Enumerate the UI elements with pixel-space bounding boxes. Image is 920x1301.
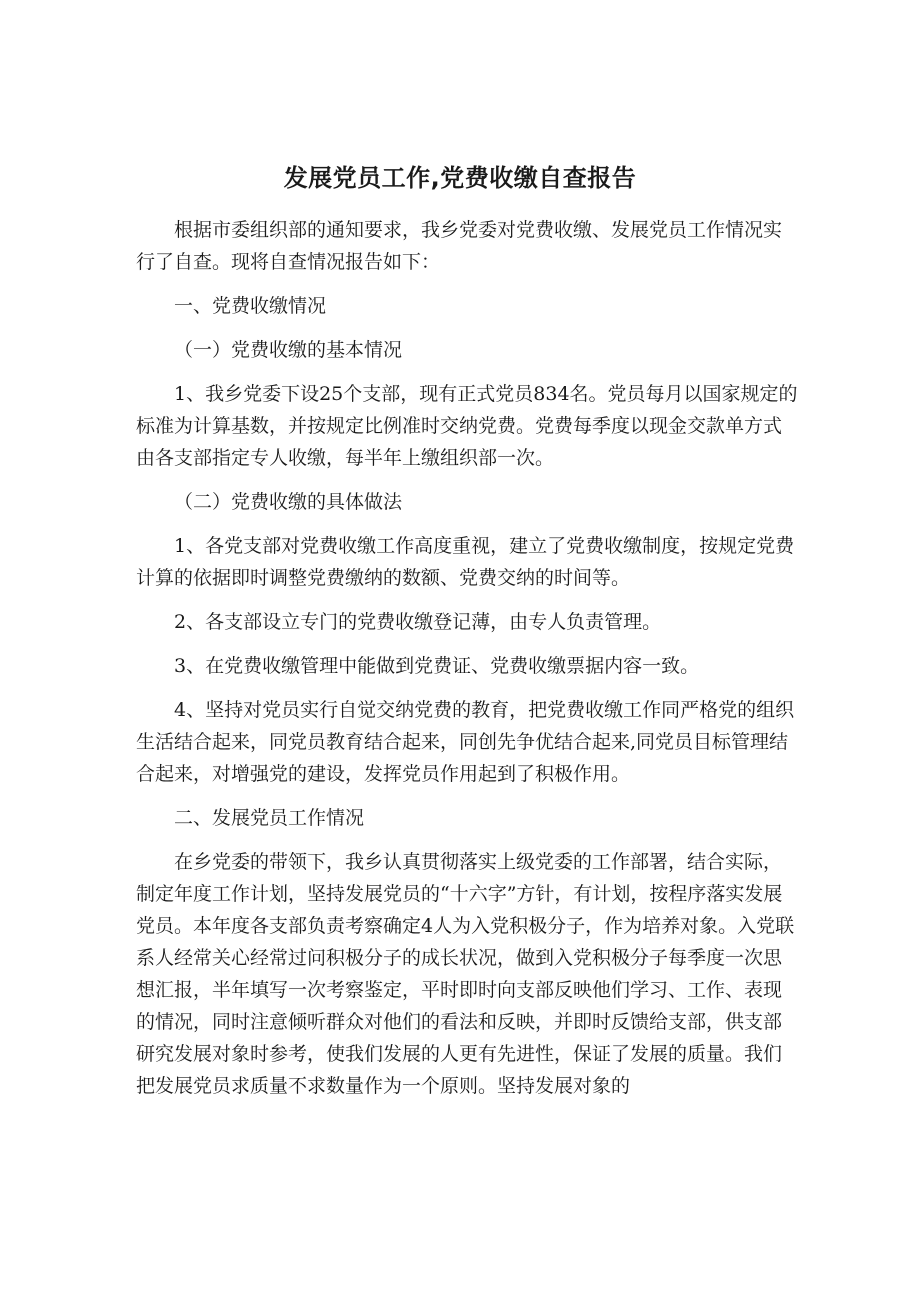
paragraph-basic-situation-1: 1、我乡党委下设25个支部，现有正式党员834名。党员每月以国家规定的标准为计算基数，并按规定比例准时交纳党费。党费每季度以现金交款单方式由各支部指定专人收缴，每半年上缴组织部一次。 <box>136 383 798 469</box>
intro-paragraph: 根据市委组织部的通知要求，我乡党委对党费收缴、发展党员工作情况实行了自查。现将自查情况报告如下： <box>136 219 783 273</box>
document-title: 发展党员工作,党费收缴自查报告 <box>283 164 637 192</box>
document-body <box>136 214 798 1114</box>
section-heading-party-fees: 一、党费收缴情况 <box>174 295 327 317</box>
subsection-heading-specific-practices: （二）党费收缴的具体做法 <box>174 491 403 513</box>
paragraph-practice-2: 2、各支部设立专门的党费收缴登记薄，由专人负责管理。 <box>174 611 662 633</box>
paragraph-party-development: 在乡党委的带领下，我乡认真贯彻落实上级党委的工作部署，结合实际，制定年度工作计划，坚持发展党员的“十六字”方针，有计划，按程序落实发展党员。本年度各支部负责考察确定4人为入党积极分子，作为培养对象。入党联系人经常关心经常过问积极分子的成长状况，做到入党积极分子每季度一次思想汇报，半年填写一次考察鉴定，平时即时向支部反映他们学习、工作、表现的情况，同时注意倾听群众对他们的看法和反映，并即时反馈给支部，供支部研究发展对象时参考，使我们发展的人更有先进性，保证了发展的质量。我们把发展党员求质量不求数量作为一个原则。坚持发展对象的 <box>136 851 795 1097</box>
section-heading-party-development: 二、发展党员工作情况 <box>174 807 365 829</box>
paragraph-practice-3: 3、在党费收缴管理中能做到党费证、党费收缴票据内容一致。 <box>174 655 700 677</box>
paragraph-practice-4: 4、坚持对党员实行自觉交纳党费的教育，把党费收缴工作同严格党的组织生活结合起来，同党员教育结合起来，同创先争优结合起来,同党员目标管理结合起来，对增强党的建设，发挥党员作用起到了积极作用。 <box>136 699 795 785</box>
paragraph-practice-1: 1、各党支部对党费收缴工作高度重视，建立了党费收缴制度，按规定党费计算的依据即时调整党费缴纳的数额、党费交纳的时间等。 <box>136 535 795 589</box>
subsection-heading-basic-situation: （一）党费收缴的基本情况 <box>174 339 403 361</box>
